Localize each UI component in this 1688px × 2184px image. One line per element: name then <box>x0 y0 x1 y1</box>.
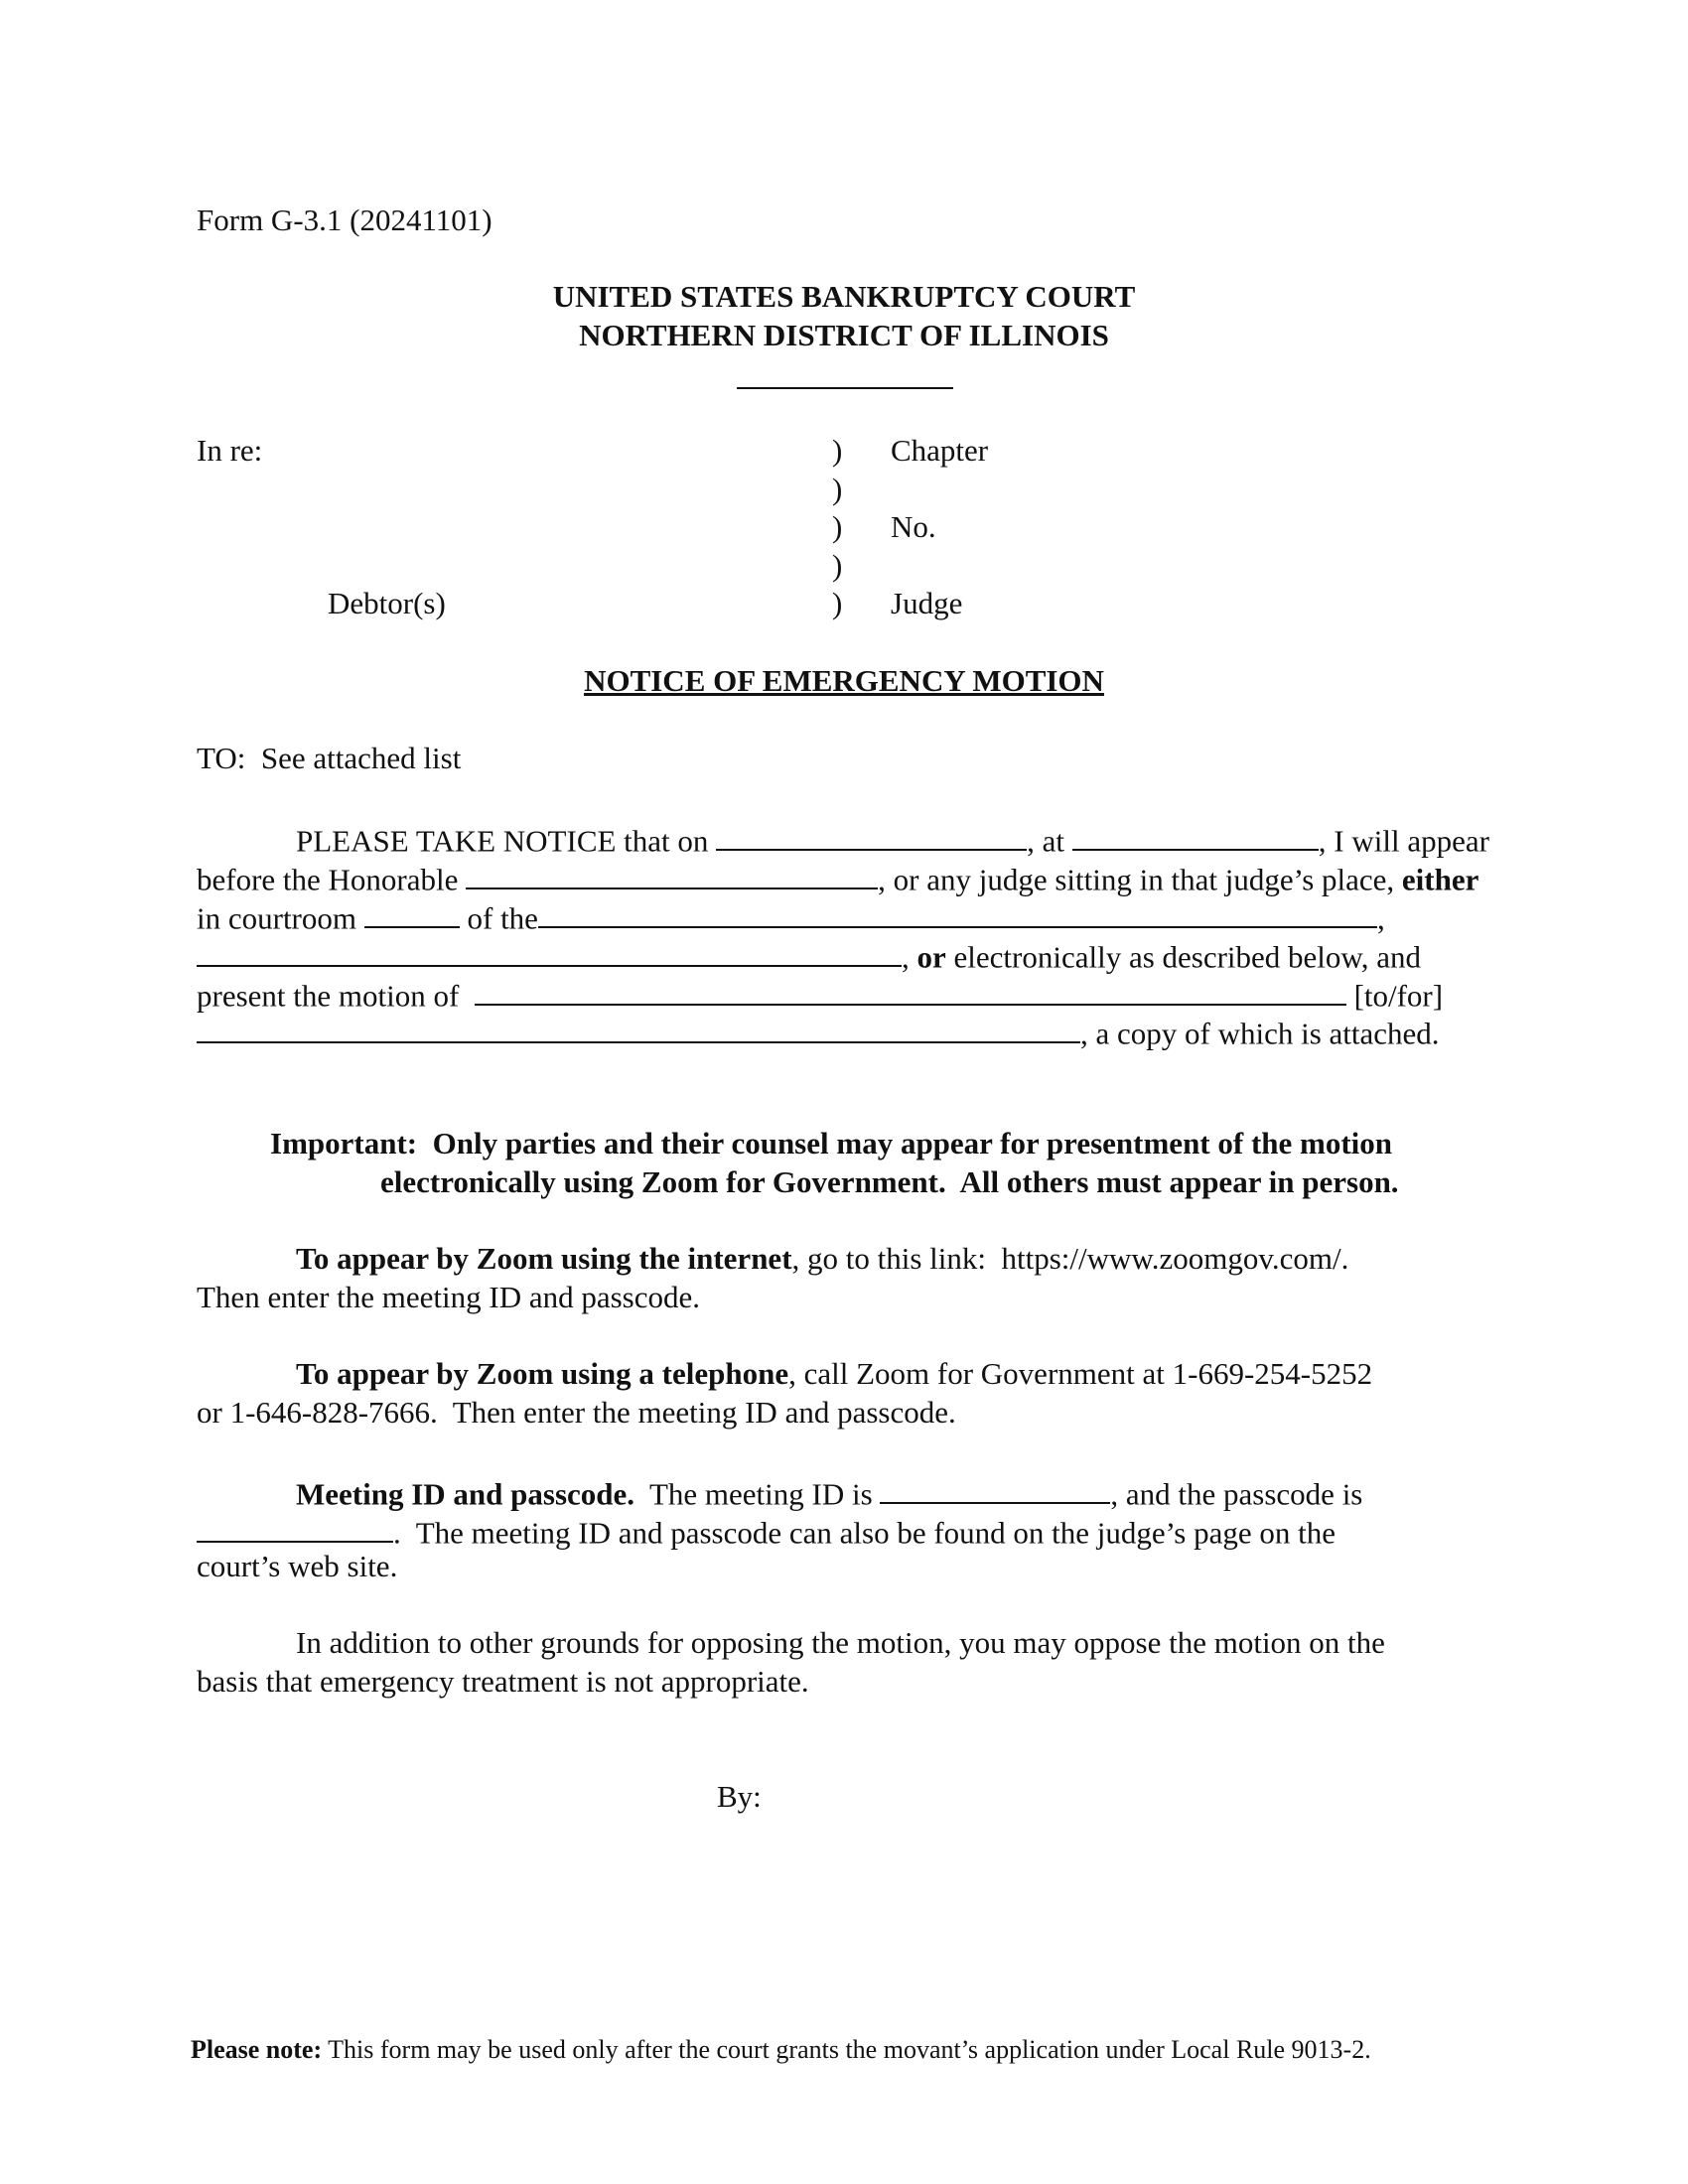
court-district: NORTHERN DISTRICT OF ILLINOIS <box>579 318 1109 352</box>
in-re-label: In re: <box>197 433 263 468</box>
important-line-1: Important: Only parties and their counsel may appear for presentment of the motion <box>270 1126 1393 1160</box>
notice-line-1: PLEASE TAKE NOTICE that on , at , I will appear <box>296 820 1489 856</box>
important-line-2: electronically using Zoom for Government. All others must appear in person. <box>380 1164 1399 1199</box>
movant-blank <box>475 975 1346 1006</box>
court-name: UNITED STATES BANKRUPTCY COURT <box>552 279 1136 314</box>
notice-line-2: before the Honorable , or any judge sitting in that judge’s place, either <box>197 859 1478 894</box>
zoom-phone-line-2: or 1-646-828-7666. Then enter the meeting ID and passcode. <box>197 1395 956 1430</box>
judge-name-blank <box>466 859 878 889</box>
notice-line-4: , or electronically as described below, and <box>197 936 1421 972</box>
zoom-phone-line-1: To appear by Zoom using a telephone, call Zoom for Government at 1-669-254-5252 <box>296 1356 1373 1391</box>
notice-title: NOTICE OF EMERGENCY MOTION <box>584 663 1104 698</box>
opposition-line-2: basis that emergency treatment is not appropriate. <box>197 1664 809 1699</box>
caption-paren: ) <box>832 472 843 506</box>
courtroom-blank <box>364 897 460 928</box>
caption-paren: ) <box>832 586 843 620</box>
caption-paren: ) <box>832 433 843 468</box>
relief-blank <box>197 1013 1080 1043</box>
date-blank <box>716 820 1027 851</box>
form-id: Form G-3.1 (20241101) <box>197 203 492 237</box>
zoom-internet-line-1: To appear by Zoom using the internet, go to this link: https://www.zoomgov.com/. <box>296 1241 1349 1276</box>
caption-paren: ) <box>832 548 843 583</box>
case-no-label: No. <box>891 509 936 544</box>
to-line: TO: See attached list <box>197 741 462 775</box>
signature-by-label: By: <box>717 1779 762 1814</box>
address-blank <box>197 936 902 967</box>
chapter-label: Chapter <box>891 433 989 468</box>
location-blank <box>538 897 1377 928</box>
footer-note: Please note: This form may be used only after the court grants the movant’s application under Local Rule 9013-2. <box>191 2035 1371 2064</box>
opposition-line-1: In addition to other grounds for opposing the motion, you may oppose the motion on the <box>296 1625 1385 1660</box>
notice-line-5: present the motion of [to/for] <box>197 975 1443 1011</box>
caption-paren: ) <box>832 509 843 544</box>
notice-line-3: in courtroom of the , <box>197 897 1385 933</box>
debtor-label: Debtor(s) <box>328 586 446 620</box>
meeting-line-2: . The meeting ID and passcode can also be found on the judge’s page on the <box>197 1512 1336 1548</box>
judge-label: Judge <box>891 586 963 620</box>
time-blank <box>1072 820 1319 851</box>
zoom-internet-line-2: Then enter the meeting ID and passcode. <box>197 1280 701 1314</box>
meeting-line-1: Meeting ID and passcode. The meeting ID is , and the passcode is <box>296 1473 1362 1509</box>
header-divider <box>737 387 953 389</box>
passcode-blank <box>197 1512 393 1543</box>
notice-line-6: , a copy of which is attached. <box>197 1013 1440 1048</box>
meeting-line-3: court’s web site. <box>197 1549 398 1583</box>
meeting-id-blank <box>880 1473 1110 1504</box>
